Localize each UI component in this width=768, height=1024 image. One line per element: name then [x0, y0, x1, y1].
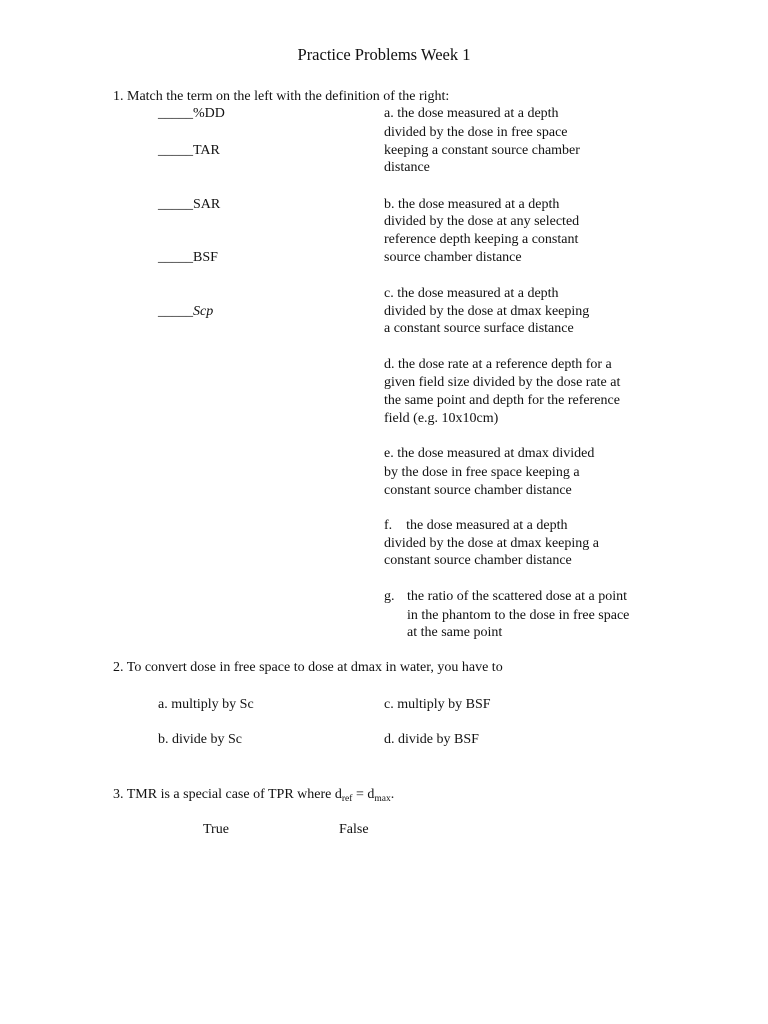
definition-g-line: in the phantom to the dose in free space — [407, 608, 630, 623]
option-d: d. divide by BSF — [384, 732, 479, 747]
definition-a-line: a. the dose measured at a depth — [384, 106, 559, 121]
definition-a-line: keeping a constant source chamber — [384, 143, 580, 158]
term-label: BSF — [193, 250, 218, 265]
term-sar — [158, 196, 220, 214]
term-label: TAR — [193, 143, 220, 158]
definition-a-line: divided by the dose in free space — [384, 125, 568, 140]
false-option: False — [339, 822, 369, 837]
definition-c-line: a constant source surface distance — [384, 321, 574, 336]
definition-d-line: the same point and depth for the reference — [384, 393, 620, 408]
answer-blank: _____ — [158, 304, 193, 319]
definition-c-line: divided by the dose at dmax keeping — [384, 304, 590, 319]
definition-b-line: b. the dose measured at a depth — [384, 197, 560, 212]
subscript-max: max — [374, 794, 391, 804]
definition-g-letter: g. — [384, 589, 395, 604]
definition-b-line: divided by the dose at any selected — [384, 214, 580, 229]
option-c: c. multiply by BSF — [384, 697, 491, 712]
definition-e-line: e. the dose measured at dmax divided — [384, 446, 595, 461]
answer-blank: _____ — [158, 106, 193, 121]
definition-b-line: source chamber distance — [384, 250, 522, 265]
option-a: a. multiply by Sc — [158, 697, 254, 712]
definition-g-line: at the same point — [407, 625, 503, 640]
true-option: True — [203, 822, 229, 837]
definition-d-line: field (e.g. 10x10cm) — [384, 411, 499, 426]
q3-text: 3. TMR is a special case of TPR where d — [113, 787, 342, 802]
term-scp — [158, 303, 213, 321]
question-1-prompt: 1. Match the term on the left with the definition of the right: — [113, 89, 450, 104]
term-tar — [158, 142, 220, 160]
definition-g-line: the ratio of the scattered dose at a point — [407, 589, 628, 604]
subscript-ref: ref — [341, 794, 353, 804]
definition-e-line: by the dose in free space keeping a — [384, 465, 580, 480]
definition-e-line: constant source chamber distance — [384, 483, 572, 498]
definition-f-line: constant source chamber distance — [384, 553, 572, 568]
question-2-prompt: 2. To convert dose in free space to dose at dmax in water, you have to — [113, 660, 503, 675]
question-3-prompt — [113, 786, 394, 804]
term-bsf — [158, 249, 218, 267]
definition-c-line: c. the dose measured at a depth — [384, 286, 559, 301]
term-label: %DD — [193, 106, 225, 121]
term-pdd — [158, 105, 225, 123]
term-label: Scp — [193, 304, 214, 319]
q3-text: = d — [352, 787, 375, 802]
definition-f-line: f. the dose measured at a depth — [384, 518, 568, 533]
definition-b-line: reference depth keeping a constant — [384, 232, 579, 247]
q3-text: . — [390, 787, 395, 802]
term-label: SAR — [193, 197, 221, 212]
definition-a-line: distance — [384, 160, 430, 175]
option-b: b. divide by Sc — [158, 732, 242, 747]
page-title: Practice Problems Week 1 — [297, 45, 471, 64]
answer-blank: _____ — [158, 143, 193, 158]
definition-d-line: d. the dose rate at a reference depth for a — [384, 357, 612, 372]
definition-f-line: divided by the dose at dmax keeping a — [384, 536, 599, 551]
answer-blank: _____ — [158, 197, 193, 212]
answer-blank: _____ — [158, 250, 193, 265]
definition-d-line: given field size divided by the dose rate at — [384, 375, 621, 390]
